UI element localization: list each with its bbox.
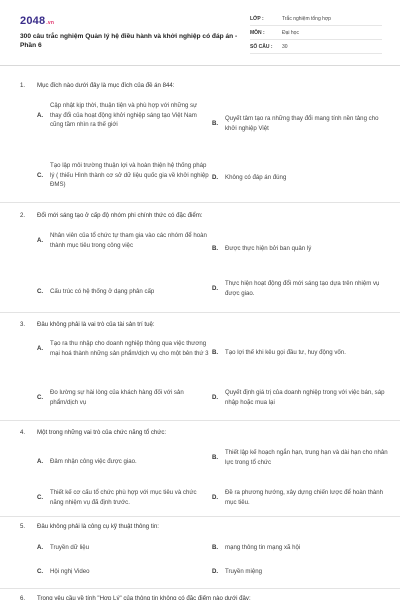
question-5 <box>20 523 390 530</box>
question-number: 5. <box>20 523 26 530</box>
question-number: 6. <box>20 595 26 600</box>
option-text: Thiết lập kế hoạch ngắn hạn, trung hạn và dài hạn cho nhân lực trong tổ chức <box>225 449 388 466</box>
document-meta <box>250 12 382 54</box>
question-number: 2. <box>20 212 26 219</box>
option-text: Cấu trúc có hệ thống ở dạng phân cấp <box>50 288 155 295</box>
option-text: Cập nhật kịp thời, thuận tiện và phù hợp với những sự thay đổi của hoạt động khởi nghiệp sáng tạo Việt Nam cũng tầm nhìn ra thế giới <box>50 102 198 128</box>
option-letter: A. <box>37 458 44 465</box>
option-letter: B. <box>212 453 219 461</box>
option-letter: C. <box>37 288 44 295</box>
option-letter: B. <box>212 119 219 127</box>
option-4d[interactable] <box>212 488 390 507</box>
question-text: Đâu không phải là vai trò của tài sản trí tuệ: <box>37 321 155 328</box>
option-text: Quyết định giá trị của doanh nghiệp trong với việc bán, sáp nhập hoặc mua lại <box>225 389 385 406</box>
document-header <box>0 0 400 66</box>
meta-label-subject: MÔN : <box>250 29 265 36</box>
logo-suffix: .vn <box>46 20 55 26</box>
question-3 <box>20 321 390 328</box>
meta-label-count: SỐ CÂU : <box>250 43 273 50</box>
option-2c[interactable] <box>37 287 209 297</box>
site-logo[interactable] <box>20 15 54 27</box>
option-letter: C. <box>37 493 44 501</box>
question-number: 1. <box>20 82 26 89</box>
question-divider <box>0 420 400 421</box>
option-text: Được thực hiện bởi ban quản lý <box>225 245 312 252</box>
question-divider <box>0 588 400 589</box>
question-divider <box>0 516 400 517</box>
option-text: Thiết kế cơ cấu tổ chức phù hợp với mục tiêu và chức năng nhiệm vụ đã định trước. <box>50 489 197 506</box>
option-letter: C. <box>37 568 44 575</box>
option-text: Hội nghị Video <box>50 568 90 575</box>
option-5c[interactable] <box>37 567 209 577</box>
question-divider <box>0 312 400 313</box>
question-text: Một trong những vai trò của chức năng tổ chức: <box>37 429 167 436</box>
option-3c[interactable] <box>37 388 209 407</box>
option-letter: D. <box>212 393 219 401</box>
meta-value-count: 30 <box>282 43 288 50</box>
question-text: Trong yêu cầu về tính "Hợp Lý" của thông tin không có đặc điểm nào dưới đây: <box>37 595 251 600</box>
option-letter: C. <box>37 393 44 401</box>
question-1 <box>20 82 390 89</box>
question-text: Đâu không phải là công cụ kỹ thuật thông tin: <box>37 523 159 530</box>
option-letter: D. <box>212 284 219 292</box>
option-text: mạng thông tin mạng xã hội <box>225 544 301 551</box>
meta-row-count <box>250 40 382 54</box>
option-5b[interactable] <box>212 543 390 553</box>
meta-row-class <box>250 12 382 26</box>
option-text: Không có đáp án đúng <box>225 174 287 181</box>
option-letter: D. <box>212 493 219 501</box>
logo-main: 2048 <box>20 15 46 27</box>
option-1a[interactable] <box>37 101 209 130</box>
option-text: Tạo lập môi trường thuận lợi và hoàn thiện hệ thống pháp lý ( thiếu Hình thành cơ sở dữ liệu quốc gia về khởi nghiệp ĐMS) <box>50 162 209 188</box>
option-text: Quyết tâm tạo ra những thay đổi mang tính nền tảng cho khởi nghiệp Việt <box>225 115 379 132</box>
option-2d[interactable] <box>212 279 390 298</box>
option-text: Tạo ra thu nhập cho doanh nghiệp thông qua việc thương mại hoá thành những sản phẩm/dịch vụ cho một bên thứ 3 <box>50 340 209 357</box>
option-letter: C. <box>37 171 44 179</box>
meta-label-class: LỚP : <box>250 15 264 22</box>
option-2a[interactable] <box>37 231 209 250</box>
option-5d[interactable] <box>212 567 390 577</box>
option-letter: D. <box>212 174 219 181</box>
question-divider <box>0 202 400 203</box>
option-1c[interactable] <box>37 161 209 190</box>
option-text: Đảm nhận công việc được giao. <box>50 458 137 465</box>
question-number: 4. <box>20 429 26 436</box>
option-5a[interactable] <box>37 543 209 553</box>
question-2 <box>20 212 390 219</box>
meta-value-subject: Đại học <box>282 29 299 36</box>
meta-row-subject <box>250 26 382 40</box>
option-text: Truyền miệng <box>225 568 263 575</box>
option-4a[interactable] <box>37 457 209 467</box>
option-letter: A. <box>37 344 44 352</box>
question-text: Đổi mới sáng tạo ở cấp độ nhóm phi chính thức có đặc điểm: <box>37 212 203 219</box>
option-letter: A. <box>37 236 44 244</box>
option-text: Nhân viên của tổ chức tự tham gia vào các nhóm để hoàn thành mục tiêu trong công việc <box>50 232 207 249</box>
option-letter: B. <box>212 544 219 551</box>
meta-value-class: Trắc nghiệm tổng hợp <box>282 15 331 22</box>
option-letter: D. <box>212 568 219 575</box>
option-text: Thực hiện hoạt động đổi mới sáng tạo dựa trên nhiệm vụ được giao. <box>225 280 380 297</box>
option-letter: B. <box>212 245 219 252</box>
option-text: Đề ra phương hướng, xây dựng chiến lược để hoàn thành mục tiêu. <box>225 489 384 506</box>
option-4c[interactable] <box>37 488 209 507</box>
question-text: Mục đích nào dưới đây là mục đích của đề án 844: <box>37 82 175 89</box>
option-3d[interactable] <box>212 388 390 407</box>
option-1b[interactable] <box>212 114 390 133</box>
question-6 <box>20 595 390 600</box>
option-text: Đo lường sự hài lòng của khách hàng đối với sản phẩm/dịch vụ <box>50 389 184 406</box>
option-letter: A. <box>37 544 44 551</box>
option-text: Tạo lợi thế khi kêu gọi đầu tư, huy động vốn. <box>225 349 346 356</box>
question-number: 3. <box>20 321 26 328</box>
option-letter: A. <box>37 111 44 119</box>
option-letter: B. <box>212 349 219 356</box>
option-text: Truyền dữ liệu <box>50 544 90 551</box>
option-3a[interactable] <box>37 339 209 358</box>
option-2b[interactable] <box>212 244 390 254</box>
option-3b[interactable] <box>212 348 390 358</box>
option-4b[interactable] <box>212 448 390 467</box>
question-4 <box>20 429 390 436</box>
option-1d[interactable] <box>212 173 390 183</box>
document-title: 300 câu trắc nghiệm Quản lý hệ điều hành và khởi nghiệp có đáp án - Phần 6 <box>20 33 238 49</box>
